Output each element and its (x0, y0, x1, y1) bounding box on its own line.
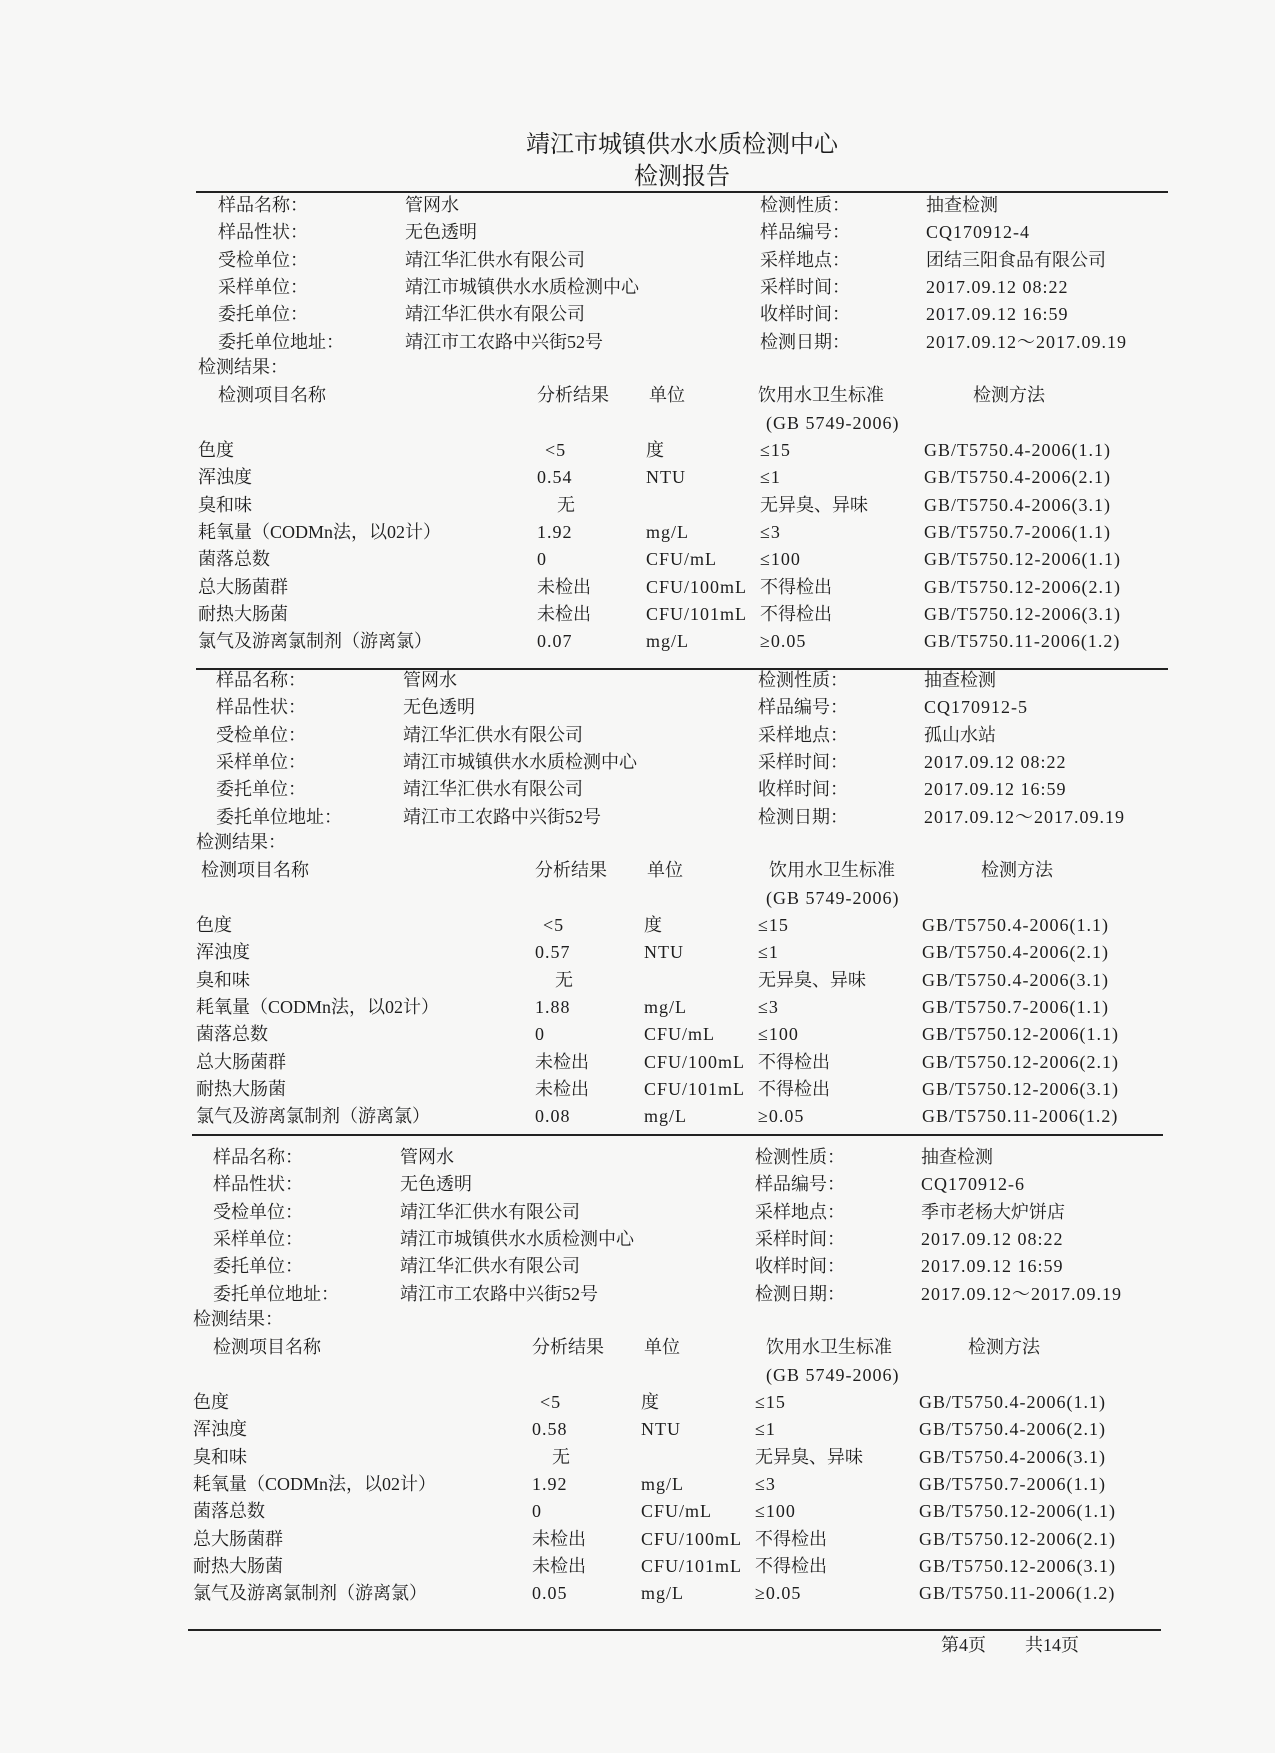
result-value: 0.57 (535, 942, 571, 962)
info-row (0, 749, 1273, 776)
result-value: 无 (555, 970, 573, 990)
unit: CFU/101mL (641, 1556, 743, 1576)
receipt-time-value: 2017.09.12 16:59 (924, 779, 1067, 799)
standard-limit: ≤100 (755, 1501, 796, 1521)
sampling-location-label: 采样地点： (760, 250, 850, 270)
unit: 度 (646, 440, 664, 460)
item-name: 氯气及游离氯制剂（游离氯） (193, 1583, 427, 1603)
result-value: <5 (545, 440, 567, 460)
unit: CFU/101mL (646, 604, 748, 624)
item-name: 臭和味 (196, 970, 250, 990)
inspected-unit-label: 受检单位： (216, 725, 306, 745)
result-row (0, 939, 1273, 966)
sample-name-value: 管网水 (400, 1147, 454, 1167)
test-date-label: 检测日期： (758, 807, 848, 827)
test-method: GB/T5750.12-2006(3.1) (922, 1079, 1119, 1099)
results-heading-row (0, 1306, 1270, 1333)
header-standard-ref: (GB 5749-2006) (766, 888, 900, 908)
client-address-value: 靖江市工农路中兴街52号 (403, 807, 601, 827)
result-row (0, 1389, 1270, 1416)
client-address-value: 靖江市工农路中兴街52号 (405, 332, 603, 352)
result-row (0, 1049, 1273, 1076)
page-footer (0, 1632, 1275, 1659)
page-number: 第4页 (941, 1635, 986, 1655)
sample-appearance-label: 样品性状： (213, 1174, 303, 1194)
sample-id-value: CQ170912-5 (924, 697, 1028, 717)
result-value: 未检出 (537, 604, 591, 624)
standard-limit: ≥0.05 (755, 1583, 802, 1603)
item-name: 耐热大肠菌 (196, 1079, 286, 1099)
sampling-location-value: 孤山水站 (924, 725, 996, 745)
test-type-label: 检测性质： (760, 195, 850, 215)
client-unit-label: 委托单位： (216, 779, 306, 799)
client-unit-value: 靖江华汇供水有限公司 (403, 779, 583, 799)
result-value: 0 (537, 549, 547, 569)
info-row (0, 1226, 1270, 1253)
client-address-label: 委托单位地址： (218, 332, 344, 352)
sampling-time-value: 2017.09.12 08:22 (921, 1229, 1064, 1249)
test-method: GB/T5750.12-2006(2.1) (922, 1052, 1119, 1072)
test-type-label: 检测性质： (758, 670, 848, 690)
test-method: GB/T5750.11-2006(1.2) (919, 1583, 1116, 1603)
info-row (0, 776, 1273, 803)
standard-limit: 不得检出 (758, 1079, 830, 1099)
result-value: <5 (540, 1392, 562, 1412)
item-name: 菌落总数 (198, 549, 270, 569)
test-method: GB/T5750.7-2006(1.1) (924, 522, 1111, 542)
table-header (0, 382, 1275, 409)
header-method: 检测方法 (973, 385, 1045, 405)
info-row (0, 329, 1275, 356)
result-value: 未检出 (535, 1052, 589, 1072)
sampling-unit-label: 采样单位： (216, 752, 306, 772)
receipt-time-value: 2017.09.12 16:59 (926, 304, 1069, 324)
unit: mg/L (646, 522, 689, 542)
sample-divider (192, 1134, 1163, 1136)
test-type-label: 检测性质： (755, 1147, 845, 1167)
sampling-location-value: 季市老杨大炉饼店 (921, 1202, 1065, 1222)
standard-limit: ≥0.05 (760, 631, 807, 651)
result-row (0, 1471, 1270, 1498)
inspected-unit-label: 受检单位： (218, 250, 308, 270)
header-unit: 单位 (644, 1337, 680, 1357)
header-item-name: 检测项目名称 (218, 385, 326, 405)
item-name: 菌落总数 (193, 1501, 265, 1521)
result-row (0, 994, 1273, 1021)
standard-limit: ≤15 (758, 915, 789, 935)
result-value: 未检出 (532, 1556, 586, 1576)
result-value: 未检出 (532, 1529, 586, 1549)
client-address-label: 委托单位地址： (213, 1284, 339, 1304)
sample-id-label: 样品编号： (760, 222, 850, 242)
item-name: 耗氧量（CODMn法，以02计） (198, 522, 442, 542)
result-row (0, 1526, 1270, 1553)
result-row (0, 1553, 1270, 1580)
item-name: 色度 (198, 440, 234, 460)
table-header-sub (0, 410, 1275, 437)
standard-limit: 不得检出 (758, 1052, 830, 1072)
standard-limit: ≥0.05 (758, 1106, 805, 1126)
item-name: 总大肠菌群 (196, 1052, 286, 1072)
standard-limit: ≤100 (758, 1024, 799, 1044)
item-name: 浑浊度 (198, 467, 252, 487)
info-row (0, 1253, 1270, 1280)
sampling-time-label: 采样时间： (760, 277, 850, 297)
standard-limit: ≤1 (758, 942, 779, 962)
item-name: 色度 (193, 1392, 229, 1412)
item-name: 浑浊度 (193, 1419, 247, 1439)
result-row (0, 519, 1275, 546)
standard-limit: 无异臭、异味 (760, 495, 868, 515)
header-method: 检测方法 (968, 1337, 1040, 1357)
header-result: 分析结果 (532, 1337, 604, 1357)
header-result: 分析结果 (535, 860, 607, 880)
sample-block (0, 1144, 1270, 1614)
client-address-label: 委托单位地址： (216, 807, 342, 827)
result-row (0, 1498, 1270, 1525)
standard-limit: ≤3 (758, 997, 779, 1017)
header-result: 分析结果 (537, 385, 609, 405)
header-standard: 饮用水卫生标准 (758, 385, 884, 405)
test-method: GB/T5750.12-2006(3.1) (924, 604, 1121, 624)
unit: mg/L (641, 1583, 684, 1603)
info-row (0, 1199, 1270, 1226)
result-value: 0.08 (535, 1106, 571, 1126)
client-unit-label: 委托单位： (218, 304, 308, 324)
result-value: 1.92 (537, 522, 573, 542)
receipt-time-label: 收样时间： (758, 779, 848, 799)
result-row (0, 1021, 1273, 1048)
result-row (0, 912, 1273, 939)
test-method: GB/T5750.4-2006(1.1) (924, 440, 1111, 460)
table-header (0, 857, 1273, 884)
info-row (0, 1144, 1270, 1171)
info-row (0, 1281, 1270, 1308)
info-row (0, 1171, 1270, 1198)
result-value: 0.54 (537, 467, 573, 487)
unit: CFU/100mL (641, 1529, 743, 1549)
unit: CFU/mL (641, 1501, 713, 1521)
item-name: 总大肠菌群 (198, 577, 288, 597)
result-row (0, 546, 1275, 573)
test-method: GB/T5750.4-2006(1.1) (919, 1392, 1106, 1412)
standard-limit: 不得检出 (760, 577, 832, 597)
unit: 度 (644, 915, 662, 935)
sample-id-value: CQ170912-6 (921, 1174, 1025, 1194)
standard-limit: 无异臭、异味 (758, 970, 866, 990)
standard-limit: 不得检出 (755, 1556, 827, 1576)
sampling-unit-label: 采样单位： (213, 1229, 303, 1249)
test-type-value: 抽查检测 (924, 670, 996, 690)
test-method: GB/T5750.7-2006(1.1) (922, 997, 1109, 1017)
sample-appearance-label: 样品性状： (218, 222, 308, 242)
unit: mg/L (641, 1474, 684, 1494)
results-heading-row (0, 354, 1275, 381)
unit: CFU/101mL (644, 1079, 746, 1099)
test-method: GB/T5750.12-2006(1.1) (919, 1501, 1116, 1521)
unit: mg/L (644, 997, 687, 1017)
bottom-divider (188, 1629, 1161, 1631)
standard-limit: ≤3 (755, 1474, 776, 1494)
result-row (0, 967, 1273, 994)
standard-limit: 不得检出 (755, 1529, 827, 1549)
result-value: 0 (532, 1501, 542, 1521)
unit: mg/L (644, 1106, 687, 1126)
unit: 度 (641, 1392, 659, 1412)
item-name: 色度 (196, 915, 232, 935)
info-row (0, 219, 1275, 246)
sample-id-label: 样品编号： (758, 697, 848, 717)
test-method: GB/T5750.12-2006(3.1) (919, 1556, 1116, 1576)
sampling-time-label: 采样时间： (758, 752, 848, 772)
result-value: 未检出 (537, 577, 591, 597)
standard-limit: 无异臭、异味 (755, 1447, 863, 1467)
organization-title: 靖江市城镇供水水质检测中心 (526, 130, 838, 158)
item-name: 臭和味 (193, 1447, 247, 1467)
item-name: 菌落总数 (196, 1024, 268, 1044)
test-date-label: 检测日期： (755, 1284, 845, 1304)
sampling-time-label: 采样时间： (755, 1229, 845, 1249)
result-row (0, 1076, 1273, 1103)
standard-limit: ≤15 (755, 1392, 786, 1412)
standard-limit: ≤100 (760, 549, 801, 569)
result-row (0, 628, 1275, 655)
results-label: 检测结果： (198, 357, 288, 377)
inspected-unit-value: 靖江华汇供水有限公司 (405, 250, 585, 270)
inspected-unit-value: 靖江华汇供水有限公司 (403, 725, 583, 745)
item-name: 臭和味 (198, 495, 252, 515)
standard-limit: ≤3 (760, 522, 781, 542)
test-method: GB/T5750.4-2006(2.1) (924, 467, 1111, 487)
item-name: 耐热大肠菌 (193, 1556, 283, 1576)
inspected-unit-label: 受检单位： (213, 1202, 303, 1222)
sampling-time-value: 2017.09.12 08:22 (924, 752, 1067, 772)
sample-id-label: 样品编号： (755, 1174, 845, 1194)
item-name: 总大肠菌群 (193, 1529, 283, 1549)
result-row (0, 437, 1275, 464)
result-value: 0.58 (532, 1419, 568, 1439)
result-value: 1.92 (532, 1474, 568, 1494)
inspected-unit-value: 靖江华汇供水有限公司 (400, 1202, 580, 1222)
table-header (0, 1334, 1270, 1361)
sample-appearance-label: 样品性状： (216, 697, 306, 717)
header-method: 检测方法 (981, 860, 1053, 880)
sampling-location-label: 采样地点： (755, 1202, 845, 1222)
item-name: 耐热大肠菌 (198, 604, 288, 624)
info-row (0, 301, 1275, 328)
standard-limit: ≤15 (760, 440, 791, 460)
sampling-location-label: 采样地点： (758, 725, 848, 745)
receipt-time-label: 收样时间： (755, 1256, 845, 1276)
sampling-unit-value: 靖江市城镇供水水质检测中心 (405, 277, 639, 297)
page-total: 共14页 (1025, 1635, 1079, 1655)
header-item-name: 检测项目名称 (213, 1337, 321, 1357)
sample-name-label: 样品名称： (213, 1147, 303, 1167)
test-method: GB/T5750.4-2006(2.1) (922, 942, 1109, 962)
sample-name-label: 样品名称： (218, 195, 308, 215)
sample-appearance-value: 无色透明 (403, 697, 475, 717)
sampling-unit-value: 靖江市城镇供水水质检测中心 (403, 752, 637, 772)
test-method: GB/T5750.12-2006(1.1) (924, 549, 1121, 569)
result-value: 未检出 (535, 1079, 589, 1099)
item-name: 氯气及游离氯制剂（游离氯） (196, 1106, 430, 1126)
info-row (0, 192, 1275, 219)
unit: mg/L (646, 631, 689, 651)
info-row (0, 804, 1273, 831)
result-value: 0.05 (532, 1583, 568, 1603)
result-value: 0 (535, 1024, 545, 1044)
result-row (0, 601, 1275, 628)
item-name: 浑浊度 (196, 942, 250, 962)
test-method: GB/T5750.4-2006(3.1) (924, 495, 1111, 515)
item-name: 耗氧量（CODMn法，以02计） (196, 997, 440, 1017)
receipt-time-label: 收样时间： (760, 304, 850, 324)
client-unit-label: 委托单位： (213, 1256, 303, 1276)
test-type-value: 抽查检测 (921, 1147, 993, 1167)
test-date-value: 2017.09.12～2017.09.19 (926, 332, 1127, 352)
result-row (0, 1103, 1273, 1130)
info-row (0, 722, 1273, 749)
info-row (0, 694, 1273, 721)
header-standard: 饮用水卫生标准 (766, 1337, 892, 1357)
test-method: GB/T5750.7-2006(1.1) (919, 1474, 1106, 1494)
result-row (0, 574, 1275, 601)
test-method: GB/T5750.4-2006(3.1) (919, 1447, 1106, 1467)
test-method: GB/T5750.12-2006(1.1) (922, 1024, 1119, 1044)
sample-id-value: CQ170912-4 (926, 222, 1030, 242)
header-unit: 单位 (649, 385, 685, 405)
item-name: 耗氧量（CODMn法，以02计） (193, 1474, 437, 1494)
result-row (0, 1580, 1270, 1607)
sampling-unit-label: 采样单位： (218, 277, 308, 297)
test-date-label: 检测日期： (760, 332, 850, 352)
sample-name-value: 管网水 (403, 670, 457, 690)
test-method: GB/T5750.4-2006(1.1) (922, 915, 1109, 935)
unit: CFU/mL (646, 549, 718, 569)
unit: CFU/100mL (644, 1052, 746, 1072)
test-method: GB/T5750.12-2006(2.1) (919, 1529, 1116, 1549)
result-value: 0.07 (537, 631, 573, 651)
sampling-unit-value: 靖江市城镇供水水质检测中心 (400, 1229, 634, 1249)
result-row (0, 492, 1275, 519)
report-title: 检测报告 (634, 162, 730, 190)
header-standard-ref: (GB 5749-2006) (766, 1365, 900, 1385)
client-unit-value: 靖江华汇供水有限公司 (400, 1256, 580, 1276)
unit: NTU (644, 942, 684, 962)
sample-appearance-value: 无色透明 (400, 1174, 472, 1194)
results-label: 检测结果： (196, 832, 286, 852)
test-method: GB/T5750.11-2006(1.2) (922, 1106, 1119, 1126)
unit: NTU (646, 467, 686, 487)
sample-name-label: 样品名称： (216, 670, 306, 690)
unit: CFU/mL (644, 1024, 716, 1044)
info-row (0, 247, 1275, 274)
result-value: 无 (552, 1447, 570, 1467)
test-date-value: 2017.09.12～2017.09.19 (921, 1284, 1122, 1304)
sample-block (0, 667, 1273, 1137)
result-value: <5 (543, 915, 565, 935)
header-unit: 单位 (647, 860, 683, 880)
sampling-time-value: 2017.09.12 08:22 (926, 277, 1069, 297)
unit: CFU/100mL (646, 577, 748, 597)
test-type-value: 抽查检测 (926, 195, 998, 215)
standard-limit: ≤1 (760, 467, 781, 487)
result-value: 无 (557, 495, 575, 515)
info-row (0, 667, 1273, 694)
receipt-time-value: 2017.09.12 16:59 (921, 1256, 1064, 1276)
client-unit-value: 靖江华汇供水有限公司 (405, 304, 585, 324)
sample-appearance-value: 无色透明 (405, 222, 477, 242)
standard-limit: ≤1 (755, 1419, 776, 1439)
standard-limit: 不得检出 (760, 604, 832, 624)
info-row (0, 274, 1275, 301)
test-method: GB/T5750.11-2006(1.2) (924, 631, 1121, 651)
sample-block (0, 192, 1275, 662)
test-method: GB/T5750.4-2006(2.1) (919, 1419, 1106, 1439)
test-date-value: 2017.09.12～2017.09.19 (924, 807, 1125, 827)
sampling-location-value: 团结三阳食品有限公司 (926, 250, 1106, 270)
sample-name-value: 管网水 (405, 195, 459, 215)
unit: NTU (641, 1419, 681, 1439)
result-row (0, 464, 1275, 491)
result-value: 1.88 (535, 997, 571, 1017)
header-standard-ref: (GB 5749-2006) (766, 413, 900, 433)
result-row (0, 1416, 1270, 1443)
result-row (0, 1444, 1270, 1471)
header-standard: 饮用水卫生标准 (769, 860, 895, 880)
results-heading-row (0, 829, 1273, 856)
item-name: 氯气及游离氯制剂（游离氯） (198, 631, 432, 651)
test-method: GB/T5750.4-2006(3.1) (922, 970, 1109, 990)
table-header-sub (0, 885, 1273, 912)
header-item-name: 检测项目名称 (201, 860, 309, 880)
client-address-value: 靖江市工农路中兴街52号 (400, 1284, 598, 1304)
table-header-sub (0, 1362, 1270, 1389)
results-label: 检测结果： (193, 1309, 283, 1329)
test-method: GB/T5750.12-2006(2.1) (924, 577, 1121, 597)
